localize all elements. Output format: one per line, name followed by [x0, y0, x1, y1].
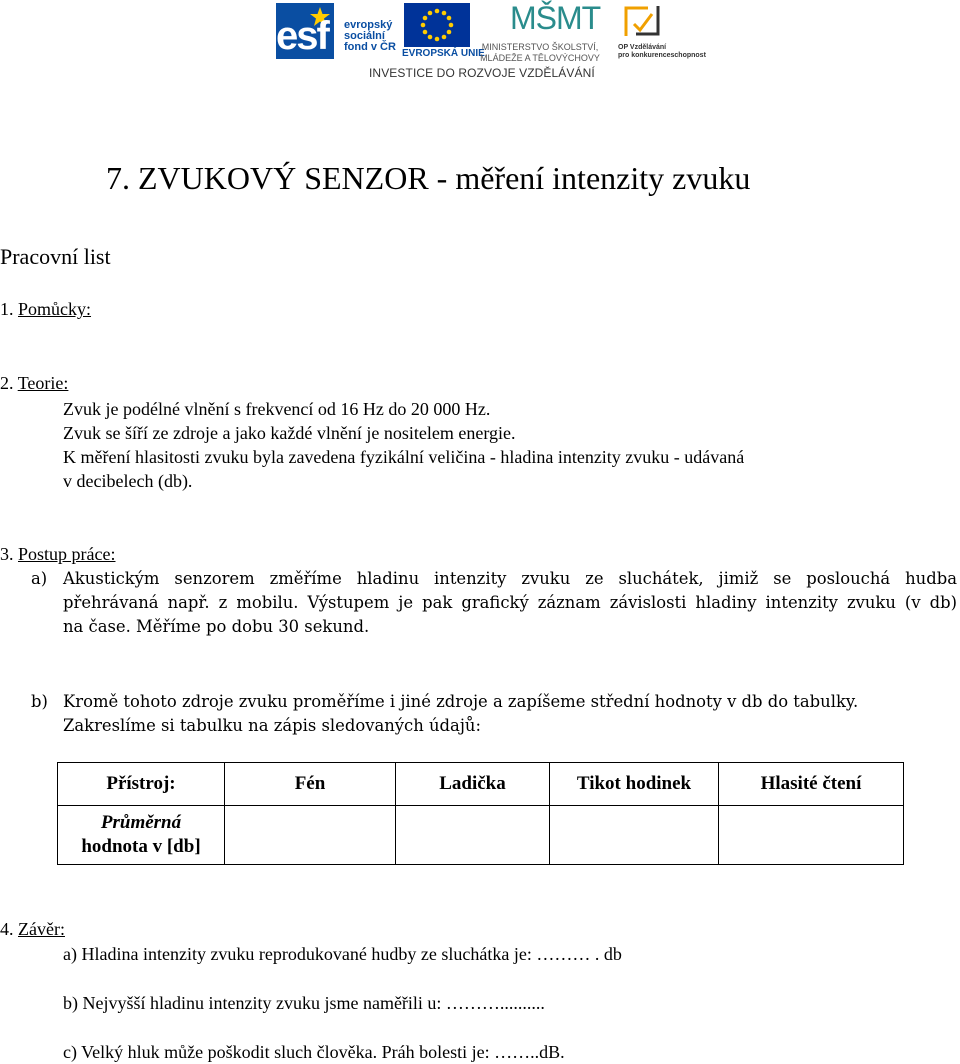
- investice-tagline: INVESTICE DO ROZVOJE VZDĚLÁVÁNÍ: [369, 66, 595, 80]
- postup-b-line: Kromě tohoto zdroje zvuku proměříme i jiné zdroje a zapíšeme střední hodnoty v db do tabulky.: [63, 692, 859, 711]
- teorie-line: v decibelech (db).: [63, 471, 193, 491]
- row-label-cell: Průměrná hodnota v [db]: [58, 806, 225, 865]
- value-cell-ladicka[interactable]: [396, 806, 550, 865]
- op-logo: [622, 2, 662, 40]
- postup-a-marker: a): [31, 569, 48, 588]
- table-header-cell: Fén: [225, 763, 396, 806]
- table-header-cell: Hlasité čtení: [719, 763, 904, 806]
- section-pomucky-heading: 1. Pomůcky:: [0, 299, 92, 319]
- postup-a-line: Akustickým senzorem změříme hladinu intenzity zvuku ze sluchátek, jimiž se poslouchá hudba: [63, 569, 957, 588]
- postup-b-marker: b): [31, 692, 48, 711]
- zaver-item: a) Hladina intenzity zvuku reprodukované hudby ze sluchátka je: ……… . db: [63, 944, 622, 964]
- esf-caption: evropský sociální fond v ČR: [344, 19, 396, 53]
- table-header-row: [58, 763, 904, 806]
- postup-b-line: Zakreslíme si tabulku na zápis sledovaných údajů:: [63, 716, 481, 735]
- op-caption: OP Vzdělávání pro konkurenceschopnost: [618, 44, 706, 59]
- msmt-logo: MŠMT: [510, 0, 601, 36]
- section-zaver-heading: 4. Závěr:: [0, 919, 65, 939]
- zaver-item: c) Velký hluk může poškodit sluch člověka. Práh bolesti je: ……..dB.: [63, 1042, 565, 1062]
- postup-a-line: přehrávaná např. z mobilu. Výstupem je pak grafický záznam závislosti hladiny intenzity zvuku (v db): [63, 593, 957, 612]
- msmt-caption: MINISTERSTVO ŠKOLSTVÍ, MLÁDEŽE A TĚLOVÝCHOVY: [480, 42, 600, 63]
- page-title: 7. ZVUKOVÝ SENZOR - měření intenzity zvuku: [106, 160, 751, 196]
- esf-logo-text: esf: [276, 14, 328, 58]
- value-cell-fen[interactable]: [225, 806, 396, 865]
- eu-stars-icon: [404, 3, 470, 47]
- table-header-cell: Tikot hodinek: [550, 763, 719, 806]
- page-subtitle: Pracovní list: [0, 244, 111, 269]
- table-row: [58, 806, 904, 865]
- zaver-item: b) Nejvyšší hladinu intenzity zvuku jsme naměřili u: ………..........: [63, 993, 545, 1013]
- table-header-cell: Přístroj:: [58, 763, 225, 806]
- teorie-line: Zvuk je podélné vlnění s frekvencí od 16 Hz do 20 000 Hz.: [63, 399, 491, 419]
- value-cell-tikot[interactable]: [550, 806, 719, 865]
- value-cell-cteni[interactable]: [719, 806, 904, 865]
- section-teorie-heading: 2. Teorie:: [0, 373, 69, 393]
- measurement-table: [57, 762, 904, 865]
- op-frame-icon: [622, 2, 662, 40]
- teorie-line: Zvuk se šíří ze zdroje a jako každé vlnění je nositelem energie.: [63, 423, 516, 443]
- eu-flag-logo: [404, 3, 470, 47]
- postup-a-line: na čase. Měříme po dobu 30 sekund.: [63, 617, 370, 636]
- teorie-line: K měření hlasitosti zvuku byla zavedena fyzikální veličina - hladina intenzity zvuku - udávaná: [63, 447, 745, 467]
- eu-caption: EVROPSKÁ UNIE: [402, 48, 485, 59]
- table-header-cell: Ladička: [396, 763, 550, 806]
- logo-bar: [0, 0, 960, 88]
- section-postup-heading: 3. Postup práce:: [0, 544, 116, 564]
